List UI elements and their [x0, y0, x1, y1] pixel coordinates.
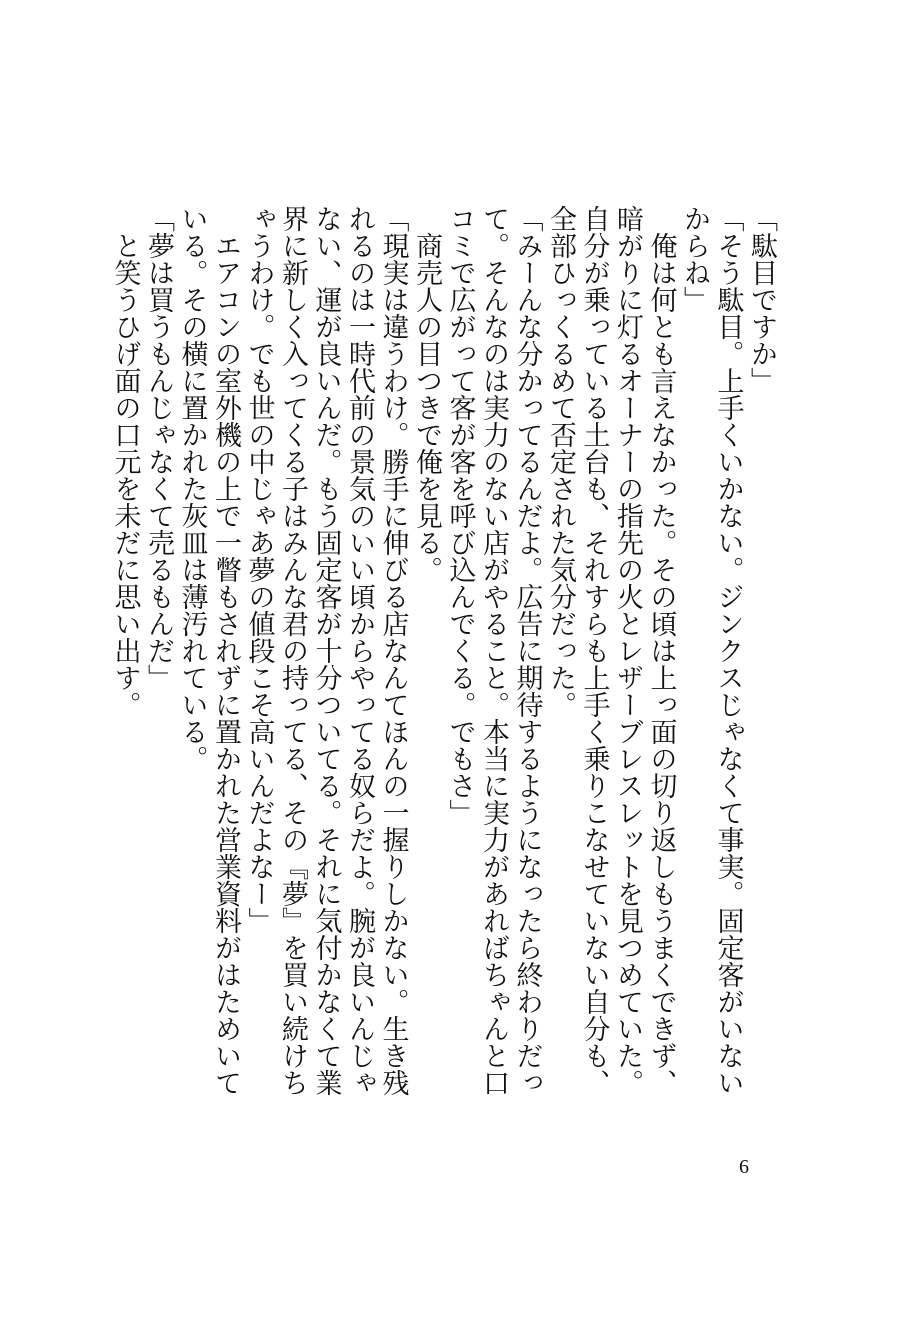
paragraph: 「みーんな分かってるんだよ。広告に期待するようになったら終わりだって。そんなのは実力のない店がやること。本当に実力があればちゃんと口コミで広がって客が客を呼び込んでくる。でもさ」 [444, 205, 543, 1096]
paragraph: 「駄目ですか」 [746, 205, 777, 394]
paragraph: 俺は何とも言えなかった。その頃は上っ面の切り返しもうまくできず、暗がりに灯るオーナーの指先の火とレザーブレスレットを見つめていた。自分が乗っている土台も、それすらも上手く乗りこなせていない自分も、全部ひっくるめて否定された気分だった。 [545, 205, 677, 1096]
paragraph: エアコンの室外機の上で一瞥もされずに置かれた営業資料がはためいている。その横に置かれた灰皿は薄汚れている。 [176, 205, 241, 1096]
paragraph: 「現実は違うわけ。勝手に伸びる店なんてほんの一握りしかない。生き残れるのは一時代前の景気のいい頃からやってる奴らだよ。腕が良いんじゃない、運が良いんだ。もう固定客が十分ついてる。それに気付かなくて業界に新しく入ってくる子はみんな君の持ってる、その『夢』を買い続けちゃうわけ。でも世の中じゃあ夢の値段こそ高いんだよなー」 [243, 205, 409, 1096]
vertical-text-body [88, 205, 778, 1111]
paragraph: 「そう駄目。上手くいかない。ジンクスじゃなくて事実。固定客がいないからね」 [679, 205, 744, 1096]
paragraph: と笑うひげ面の口元を未だに思い出す。 [109, 205, 141, 718]
page-number: 6 [739, 1156, 749, 1178]
paragraph: 「夢は買うもんじゃなくて売るもんだ」 [143, 205, 174, 691]
paragraph: 商売人の目つきで俺を見る。 [411, 205, 442, 583]
